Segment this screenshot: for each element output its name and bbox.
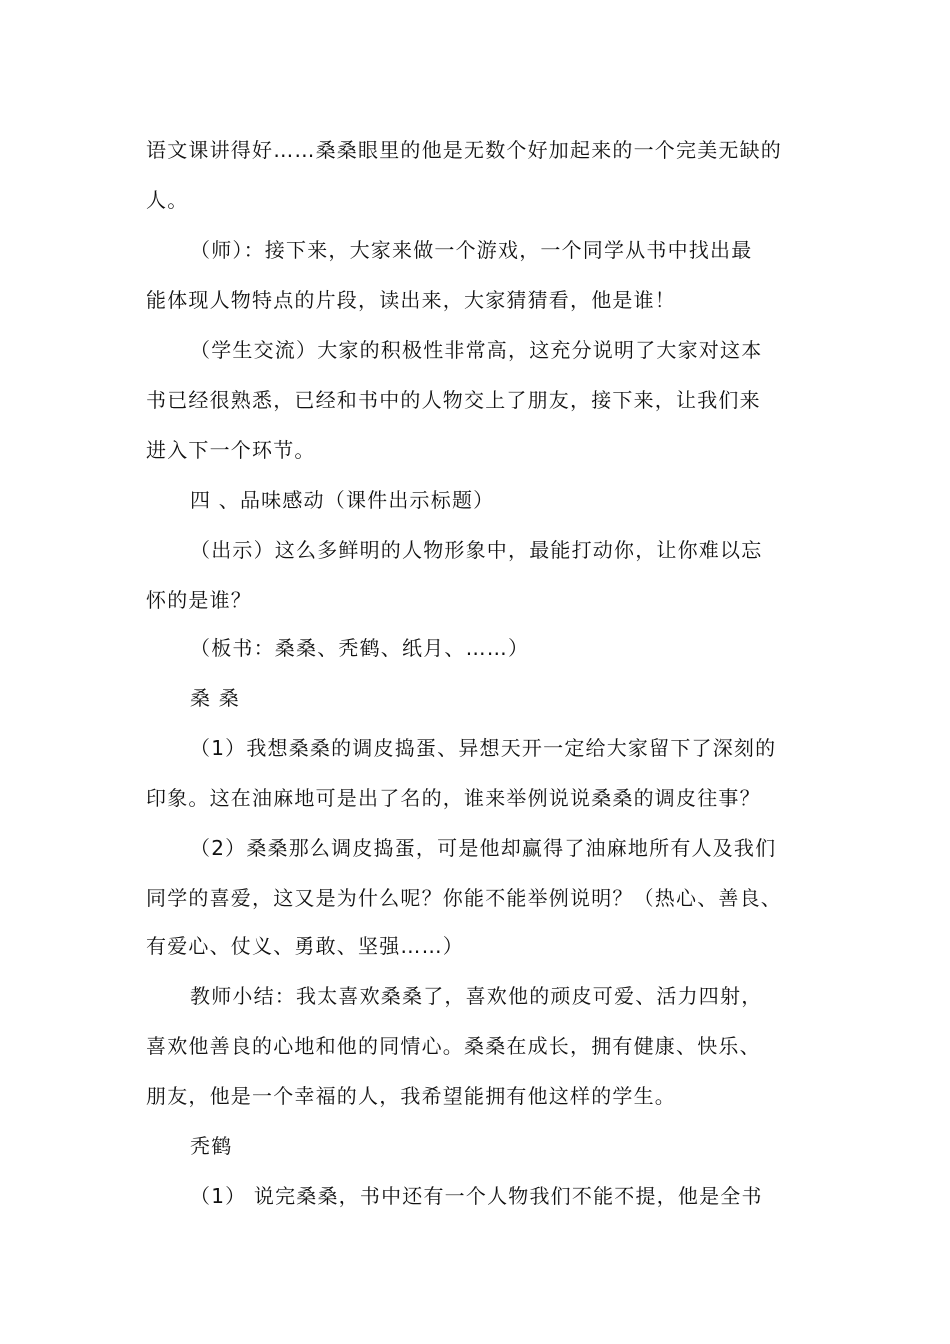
text-line-11: （板书：桑桑、秃鹤、纸月、……）: [190, 636, 530, 660]
text-line-15: （2）桑桑那么调皮捣蛋，可是他却赢得了油麻地所有人及我们: [190, 836, 777, 860]
text-line-17: 有爱心、仗义、勇敢、坚强……）: [146, 934, 464, 958]
text-line-7: 进入下一个环节。: [146, 438, 316, 462]
text-line-10: 怀的是谁？: [146, 588, 252, 612]
text-line-20: 朋友，他是一个幸福的人，我希望能拥有他这样的学生。: [146, 1084, 676, 1108]
text-line-9: （出示）这么多鲜明的人物形象中，最能打动你，让你难以忘: [190, 538, 763, 562]
text-line-19: 喜欢他善良的心地和他的同情心。桑桑在成长，拥有健康、快乐、: [146, 1034, 761, 1058]
text-line-2: 人。: [146, 188, 189, 212]
text-line-16: 同学的喜爱，这又是为什么呢？你能不能举例说明？（热心、善良、: [146, 886, 782, 910]
text-line-5: （学生交流）大家的积极性非常高，这充分说明了大家对这本: [190, 338, 763, 362]
text-line-13: （1）我想桑桑的调皮捣蛋、异想天开一定给大家留下了深刻的: [190, 736, 777, 760]
text-line-6: 书已经很熟悉，已经和书中的人物交上了朋友，接下来，让我们来: [146, 388, 761, 412]
text-line-18: 教师小结：我太喜欢桑桑了，喜欢他的顽皮可爱、活力四射，: [190, 984, 763, 1008]
character-heading-tuhe: 秃鹤: [190, 1134, 233, 1158]
text-line-4: 能体现人物特点的片段，读出来，大家猜猜看，他是谁！: [146, 288, 676, 312]
text-line-14: 印象。这在油麻地可是出了名的，谁来举例说说桑桑的调皮往事？: [146, 786, 761, 810]
text-line-1: 语文课讲得好……桑桑眼里的他是无数个好加起来的一个完美无缺的: [146, 138, 782, 162]
text-line-3: （师）：接下来，大家来做一个游戏，一个同学从书中找出最: [190, 238, 753, 262]
section-heading-4: 四 、品味感动（课件出示标题）: [190, 488, 495, 512]
character-heading-sangsang: 桑 桑: [190, 686, 240, 710]
text-line-22: （1） 说完桑桑，书中还有一个人物我们不能不提，他是全书: [190, 1184, 763, 1208]
